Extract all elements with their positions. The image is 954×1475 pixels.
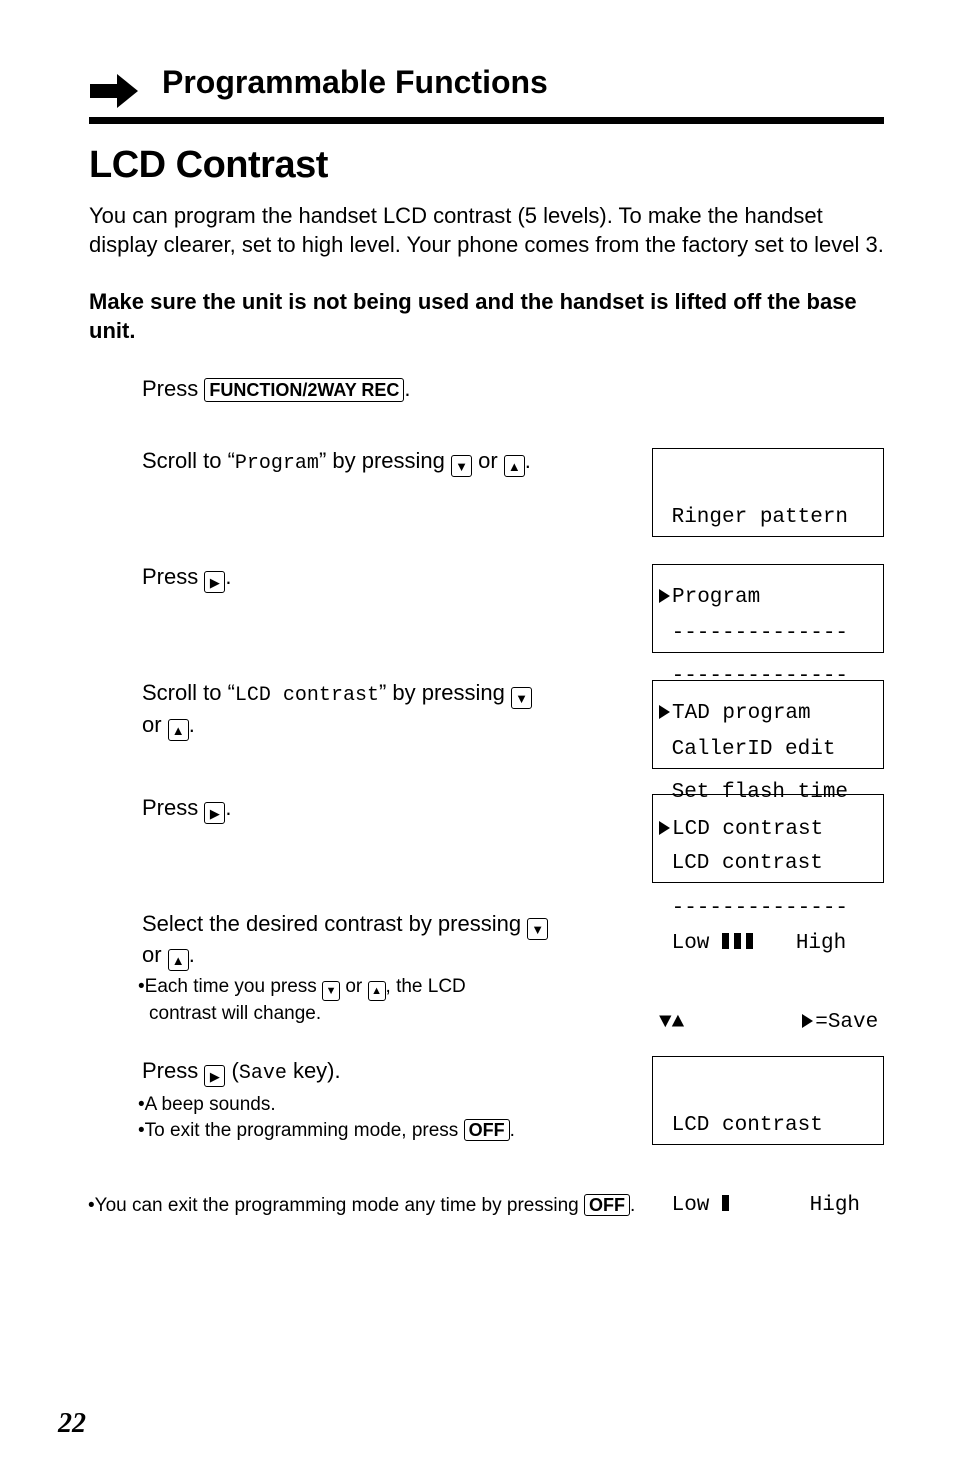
function-2way-rec-key: FUNCTION/2WAY REC [204,378,404,402]
step-save-notes: •A beep sounds. •To exit the programming mode, press OFF . [138,1094,515,1141]
up-key-icon: ▲ [504,455,525,477]
right-arrow-icon [90,72,140,110]
contrast-level-bars [722,1194,734,1217]
step-press-right-1: Press ▶ . [142,562,231,593]
down-key-icon: ▼ [527,918,548,940]
warning-paragraph: Make sure the unit is not being used and the handset is lifted off the base unit. [89,289,857,343]
footer-note: •You can exit the programming mode any time by pressing OFF . [88,1195,636,1216]
cursor-icon [802,1014,813,1028]
lcd-display-tad: -------------- TAD program Set flash time [652,564,884,653]
contrast-bar [746,933,753,949]
contrast-bar [722,933,729,949]
lcd-display-program: Ringer pattern Program -------------- [652,448,884,537]
section-title: Programmable Functions [162,64,548,100]
step-scroll-lcd-contrast: Scroll to “LCD contrast” by pressing ▼ or ▲ . [142,678,532,741]
lcd-display-contrast-level-1: LCD contrast Low High [652,1056,884,1145]
off-key: OFF [584,1194,630,1216]
down-key-icon: ▼ [511,687,532,709]
lcd-display-lcd-contrast-menu: CallerID edit LCD contrast -------------- [652,680,884,769]
contrast-bar [734,933,741,949]
step-press-right-2: Press ▶ . [142,793,231,824]
up-key-icon: ▲ [168,719,189,741]
step-press-function: Press FUNCTION/2WAY REC . [142,376,411,401]
contrast-level-bars [722,932,758,955]
right-key-icon: ▶ [204,802,225,824]
intro-paragraph: You can program the handset LCD contrast (5 levels). To make the handset display clearer, set to high level. Your phone comes from the factory set to level 3. [89,203,884,257]
page-number: 22 [58,1408,86,1439]
off-key: OFF [464,1119,510,1141]
page-title: LCD Contrast [89,144,328,186]
step-scroll-program: Scroll to “Program” by pressing ▼ or ▲ . [142,448,531,475]
up-key-icon: ▲ [368,981,386,1001]
header-rule [89,117,884,124]
step-select-note: •Each time you press ▼ or ▲ , the LCD contrast will change. [138,976,466,1024]
contrast-bar [722,1195,729,1211]
down-key-icon: ▼ [451,455,472,477]
right-key-icon: ▶ [204,1065,225,1087]
step-press-save: Press ▶ (Save key). [142,1058,341,1085]
step-select-contrast: Select the desired contrast by pressing ▼ or ▲ . [142,909,548,971]
right-key-icon: ▶ [204,571,225,593]
up-key-icon: ▲ [168,949,189,971]
down-key-icon: ▼ [322,981,340,1001]
lcd-display-contrast-level-3: LCD contrast Low High ▼▲ =Save [652,794,884,883]
